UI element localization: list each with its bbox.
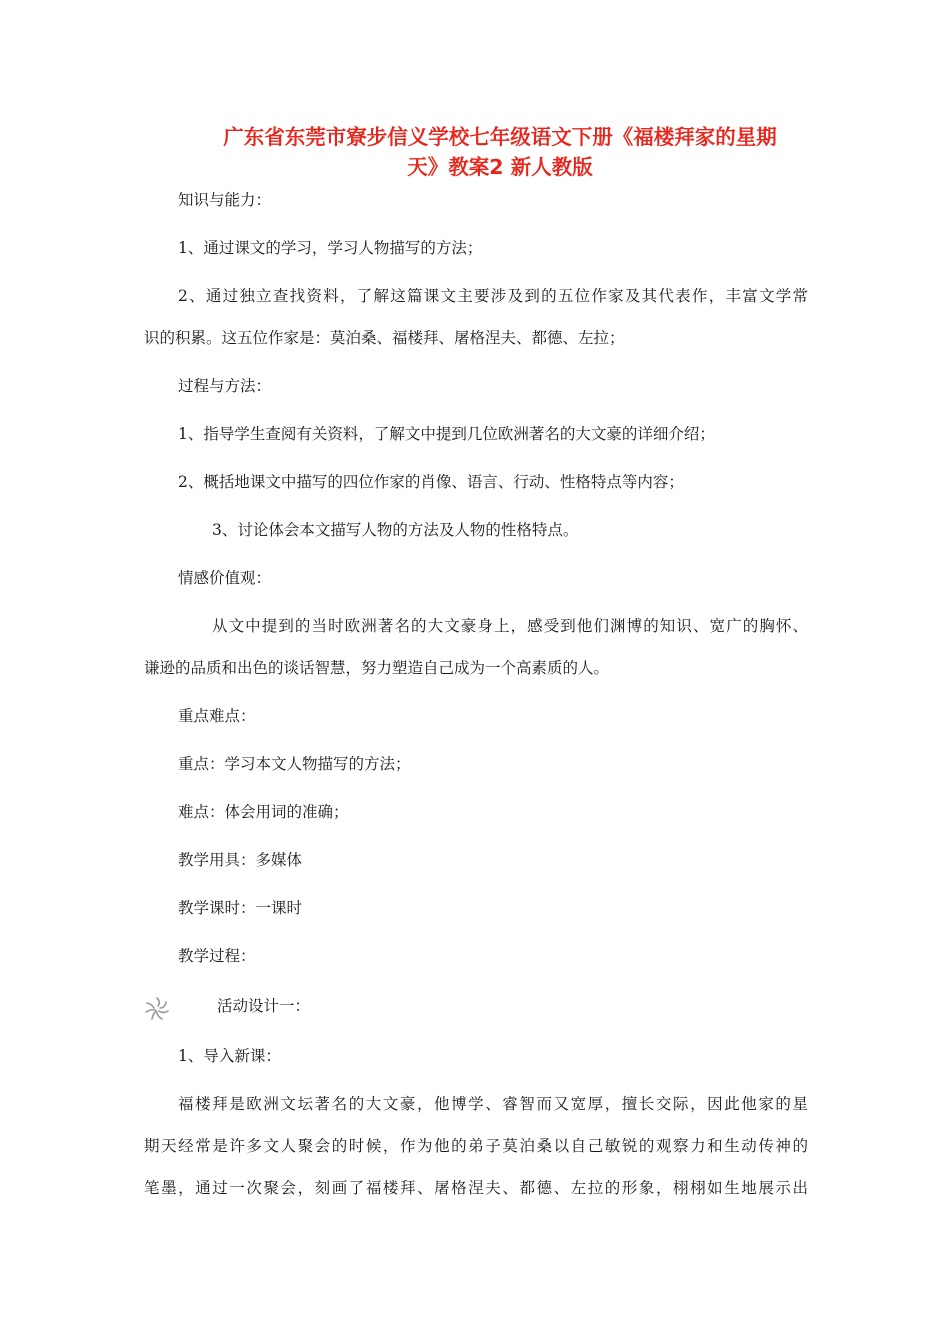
teaching-tools: 教学用具：多媒体 — [178, 851, 303, 869]
emotion-line-1: 从文中提到的当时欧洲著名的大文豪身上，感受到他们渊博的知识、宽广的胸怀、 — [212, 617, 808, 635]
emotion-line-2: 谦逊的品质和出色的谈话智慧，努力塑造自己成为一个高素质的人。 — [144, 659, 610, 677]
process-item-2: 2、概括地课文中描写的四位作家的肖像、语言、行动、性格特点等内容； — [178, 473, 684, 491]
teaching-process-title: 教学过程： — [178, 947, 256, 965]
key-difficulty-heading: 重点难点： — [178, 707, 256, 725]
spinner-icon — [144, 996, 170, 1022]
intro-line-2: 期天经常是许多文人聚会的时候，作为他的弟子莫泊桑以自己敏锐的观察力和生动传神的 — [144, 1137, 808, 1155]
process-item-3: 3、讨论体会本文描写人物的方法及人物的性格特点。 — [212, 521, 579, 539]
emotion-heading: 情感价值观： — [178, 569, 272, 587]
title-line-1: 广东省东莞市寮步信义学校七年级语文下册《福楼拜家的星期 — [223, 125, 777, 149]
teaching-hours: 教学课时：一课时 — [178, 899, 303, 917]
key-point: 重点：学习本文人物描写的方法； — [178, 755, 411, 773]
knowledge-item-1: 1、通过课文的学习，学习人物描写的方法； — [178, 239, 483, 257]
difficult-point: 难点：体会用词的准确； — [178, 803, 349, 821]
document-title — [180, 122, 820, 182]
knowledge-item-2-line-2: 识的积累。这五位作家是：莫泊桑、福楼拜、屠格涅夫、都德、左拉； — [144, 329, 625, 347]
intro-heading: 1、导入新课： — [178, 1047, 281, 1065]
title-line-2: 天》教案2 新人教版 — [407, 155, 593, 179]
intro-line-3: 笔墨，通过一次聚会，刻画了福楼拜、屠格涅夫、都德、左拉的形象，栩栩如生地展示出 — [144, 1179, 808, 1197]
intro-line-1: 福楼拜是欧洲文坛著名的大文豪，他博学、睿智而又宽厚，擅长交际，因此他家的星 — [178, 1095, 808, 1113]
process-heading: 过程与方法： — [178, 377, 272, 395]
process-item-1: 1、指导学生查阅有关资料，了解文中提到几位欧洲著名的大文豪的详细介绍； — [178, 425, 715, 443]
activity-title: 活动设计一： — [217, 997, 311, 1015]
knowledge-item-2-line-1: 2、通过独立查找资料，了解这篇课文主要涉及到的五位作家及其代表作，丰富文学常 — [178, 287, 808, 305]
knowledge-heading: 知识与能力： — [178, 191, 272, 209]
